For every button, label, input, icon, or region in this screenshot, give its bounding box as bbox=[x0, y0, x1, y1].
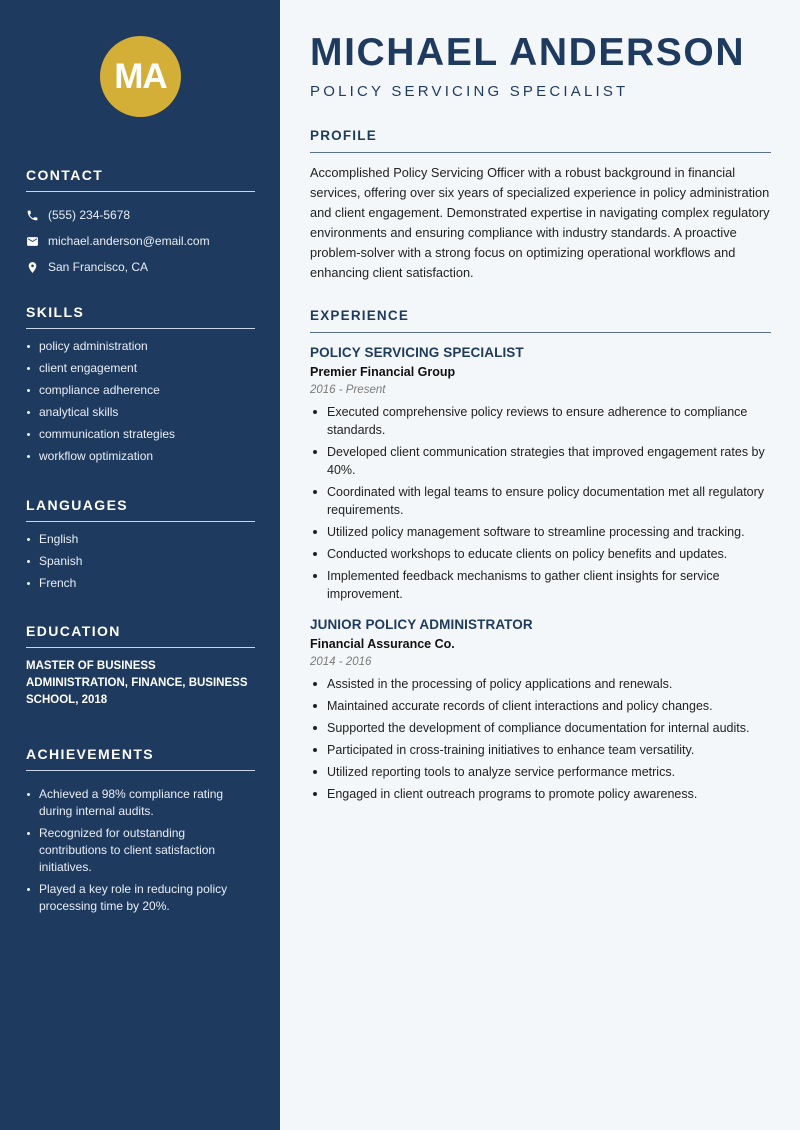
education-heading: EDUCATION bbox=[26, 623, 255, 648]
profile-section bbox=[310, 128, 771, 283]
skill-item: analytical skills bbox=[26, 404, 255, 421]
job-dates: 2016 - Present bbox=[310, 384, 386, 396]
languages-heading: LANGUAGES bbox=[26, 497, 255, 522]
sidebar bbox=[0, 0, 280, 1130]
job-bullet: Utilized policy management software to streamline processing and tracking. bbox=[310, 523, 771, 541]
avatar-initials: MA bbox=[114, 56, 167, 96]
candidate-title: POLICY SERVICING SPECIALIST bbox=[310, 83, 629, 100]
achievements-section bbox=[26, 746, 255, 920]
job-bullet: Utilized reporting tools to analyze service performance metrics. bbox=[310, 763, 771, 781]
languages-section bbox=[26, 497, 255, 597]
job-bullet: Engaged in client outreach programs to promote policy awareness. bbox=[310, 785, 771, 803]
education-degree: MASTER OF BUSINESS ADMINISTRATION, FINANCE, BUSINESS SCHOOL, 2018 bbox=[26, 660, 248, 706]
contact-phone bbox=[26, 202, 255, 228]
job-bullet: Supported the development of compliance documentation for internal audits. bbox=[310, 719, 771, 737]
job-bullet: Conducted workshops to educate clients on policy benefits and updates. bbox=[310, 545, 771, 563]
job-bullet: Assisted in the processing of policy applications and renewals. bbox=[310, 675, 771, 693]
achievement-item: Played a key role in reducing policy processing time by 20%. bbox=[26, 881, 255, 915]
email-icon bbox=[26, 235, 48, 248]
job-company: Financial Assurance Co. bbox=[310, 637, 455, 651]
experience-section bbox=[310, 308, 771, 807]
skill-item: communication strategies bbox=[26, 426, 255, 443]
achievements-list bbox=[26, 786, 255, 915]
job-bullet: Maintained accurate records of client interactions and policy changes. bbox=[310, 697, 771, 715]
contact-email bbox=[26, 228, 255, 254]
contact-section bbox=[26, 167, 255, 280]
skills-list bbox=[26, 338, 255, 465]
experience-heading: EXPERIENCE bbox=[310, 308, 771, 333]
job-title: POLICY SERVICING SPECIALIST bbox=[310, 345, 524, 360]
job-company: Premier Financial Group bbox=[310, 365, 456, 379]
profile-heading: PROFILE bbox=[310, 128, 771, 153]
language-item: Spanish bbox=[26, 553, 255, 570]
location-icon bbox=[26, 261, 48, 274]
job-bullet: Participated in cross-training initiatives to enhance team versatility. bbox=[310, 741, 771, 759]
contact-location bbox=[26, 254, 255, 280]
job-bullet: Implemented feedback mechanisms to gather client insights for service improvement. bbox=[310, 567, 771, 603]
skills-heading: SKILLS bbox=[26, 304, 255, 329]
language-item: English bbox=[26, 531, 255, 548]
job-dates: 2014 - 2016 bbox=[310, 656, 372, 668]
job-bullet: Executed comprehensive policy reviews to ensure adherence to compliance standards. bbox=[310, 403, 771, 439]
avatar bbox=[100, 36, 181, 117]
job-bullet: Developed client communication strategies that improved engagement rates by 40%. bbox=[310, 443, 771, 479]
contact-list bbox=[26, 202, 255, 280]
phone-link[interactable]: (555) 234-5678 bbox=[48, 208, 131, 222]
contact-heading: CONTACT bbox=[26, 167, 255, 192]
language-item: French bbox=[26, 575, 255, 592]
skill-item: compliance adherence bbox=[26, 382, 255, 399]
profile-text: Accomplished Policy Servicing Officer with a robust background in financial services, offering over six years of specialized experience in policy administration and client engagement. Demonstrated expertise in navigating complex regulatory environments and ensuring compliance with industry standards. A proactive problem-solver with a strong focus on optimizing operational workflows and enhancing client satisfaction. bbox=[310, 165, 770, 280]
job-entry bbox=[310, 345, 771, 603]
location-text: San Francisco, CA bbox=[48, 260, 149, 274]
job-bullets bbox=[310, 675, 771, 803]
job-entry bbox=[310, 617, 771, 803]
achievements-heading: ACHIEVEMENTS bbox=[26, 746, 255, 771]
job-title: JUNIOR POLICY ADMINISTRATOR bbox=[310, 617, 533, 632]
education-section bbox=[26, 623, 255, 709]
phone-icon bbox=[26, 209, 48, 222]
skill-item: workflow optimization bbox=[26, 448, 255, 465]
job-bullet: Coordinated with legal teams to ensure policy documentation met all regulatory requirements. bbox=[310, 483, 771, 519]
achievement-item: Achieved a 98% compliance rating during internal audits. bbox=[26, 786, 255, 820]
achievement-item: Recognized for outstanding contributions to client satisfaction initiatives. bbox=[26, 825, 255, 876]
skill-item: client engagement bbox=[26, 360, 255, 377]
job-bullets bbox=[310, 403, 771, 603]
skill-item: policy administration bbox=[26, 338, 255, 355]
candidate-name: MICHAEL ANDERSON bbox=[310, 31, 746, 74]
skills-section bbox=[26, 304, 255, 470]
email-link[interactable]: michael.anderson@email.com bbox=[48, 234, 210, 248]
languages-list bbox=[26, 531, 255, 592]
